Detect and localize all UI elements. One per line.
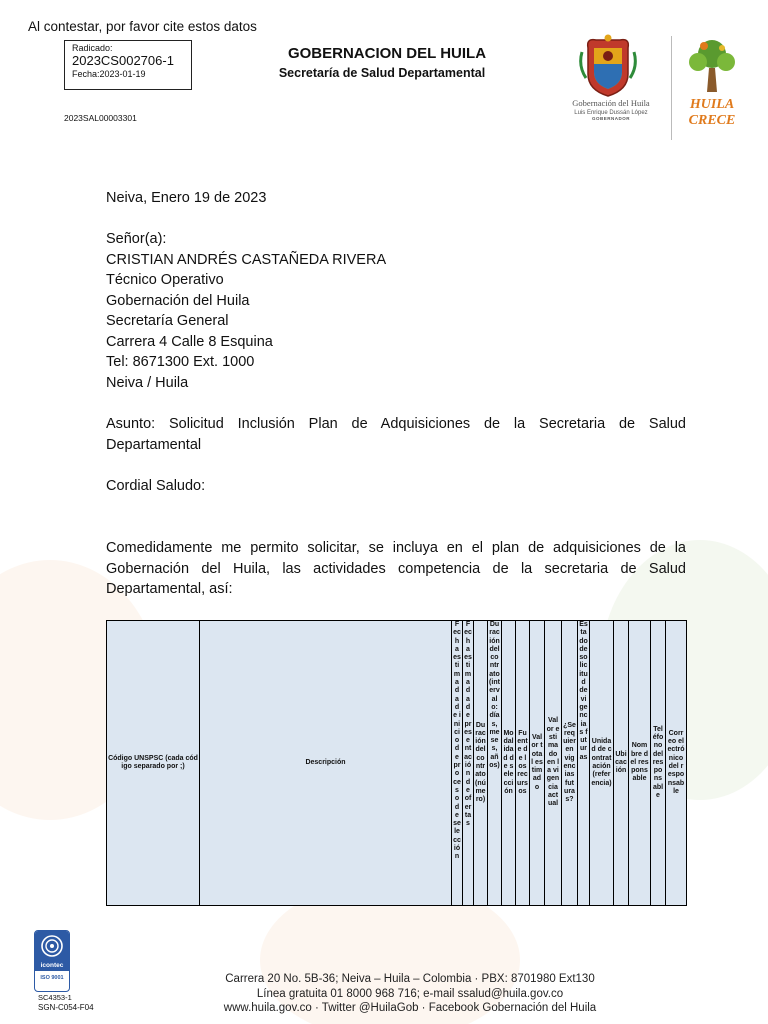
letter-greeting: Cordial Saludo: bbox=[106, 478, 206, 494]
coat-of-arms-icon bbox=[578, 34, 638, 98]
document-title: GOBERNACION DEL HUILA bbox=[287, 45, 487, 62]
recipient-block bbox=[106, 229, 386, 393]
column-header: Nombre del responsable bbox=[629, 621, 651, 906]
recipient-phone: Tel: 8671300 Ext. 1000 bbox=[106, 354, 255, 370]
logo-text-huila: HUILA bbox=[689, 97, 735, 112]
header-divider bbox=[671, 36, 672, 140]
radicado-number: 2023CS002706-1 bbox=[72, 53, 174, 68]
icontec-seal-icon bbox=[35, 931, 69, 961]
column-header: Valor estimado en la vigencia actual bbox=[545, 621, 562, 906]
coat-caption bbox=[556, 98, 666, 121]
recipient-name: CRISTIAN ANDRÉS CASTAÑEDA RIVERA bbox=[106, 251, 387, 268]
column-header: Correo electrónico del responsable bbox=[666, 621, 687, 906]
column-header: Duración del contrato (intervalo: días, meses, años) bbox=[488, 621, 502, 906]
radicado-box bbox=[64, 40, 192, 90]
iso-label: ISO 9001 bbox=[40, 975, 64, 981]
document-subtitle: Secretaría de Salud Departamental bbox=[278, 66, 486, 80]
fecha-value: 2023-01-19 bbox=[99, 69, 146, 79]
column-header: ¿Se requieren vigencias futuras? bbox=[562, 621, 578, 906]
footer-contact bbox=[160, 972, 660, 1016]
column-header: Fuente de los recursos bbox=[516, 621, 530, 906]
recipient-position: Técnico Operativo bbox=[106, 272, 224, 288]
footer-social-line: www.huila.gov.co · Twitter @HuilaGob · Facebook Gobernación del Huila bbox=[223, 1002, 597, 1014]
letter-subject: Asunto: Solicitud Inclusión Plan de Adquisiciones de la Secretaria de Salud Departamental bbox=[106, 416, 686, 453]
column-header: Valor total estimado bbox=[530, 621, 545, 906]
column-header: Código UNSPSC (cada código separado por ;) bbox=[107, 621, 200, 906]
column-header: Descripción bbox=[200, 621, 452, 906]
recipient-address: Carrera 4 Calle 8 Esquina bbox=[106, 333, 273, 350]
radicado-label: Radicado: bbox=[72, 43, 113, 53]
column-header: Unidad de contratación (referencia) bbox=[590, 621, 614, 906]
cite-instruction: Al contestar, por favor cite estos datos bbox=[28, 19, 257, 34]
column-header: Estado de solicitud de vigencias futuras bbox=[578, 621, 590, 906]
recipient-entity: Gobernación del Huila bbox=[106, 292, 250, 309]
footer-contact-line: Línea gratuita 01 8000 968 716; e-mail ssalud@huila.gov.co bbox=[256, 987, 564, 1000]
certification-code: SC4353-1 bbox=[38, 993, 72, 1002]
table-header-row bbox=[107, 621, 687, 906]
column-header: Teléfono del responsable bbox=[651, 621, 666, 906]
logo-text-crece: CRECE bbox=[688, 113, 736, 128]
fecha-label: Fecha: bbox=[72, 69, 100, 79]
radicado-date bbox=[72, 69, 184, 80]
form-code: SGN-C054-F04 bbox=[38, 1003, 94, 1012]
column-header: Fecha estimada de inicio de proceso de selección bbox=[452, 621, 463, 906]
acquisitions-table bbox=[106, 620, 687, 906]
recipient-city: Neiva / Huila bbox=[106, 374, 189, 391]
reference-code: 2023SAL00003301 bbox=[64, 113, 137, 123]
coat-caption-entity: Gobernación del Huila bbox=[572, 98, 650, 108]
icontec-name: icontec bbox=[40, 962, 64, 969]
column-header: Modalidad de selección bbox=[502, 621, 516, 906]
coat-caption-role: GOBERNADOR bbox=[591, 116, 630, 121]
coat-caption-governor: Luis Enrique Dussán López bbox=[574, 110, 648, 116]
salutation-title: Señor(a): bbox=[106, 231, 167, 247]
huila-crece-logo-icon bbox=[682, 34, 742, 130]
column-header: Duración del contrato (número) bbox=[474, 621, 488, 906]
recipient-department: Secretaría General bbox=[106, 313, 229, 329]
column-header: Ubicación bbox=[614, 621, 629, 906]
icontec-certification-badge bbox=[34, 930, 70, 992]
footer-address: Carrera 20 No. 5B-36; Neiva – Huila – Colombia · PBX: 8701980 Ext130 bbox=[225, 973, 595, 985]
letter-paragraph: Comedidamente me permito solicitar, se incluya en el plan de adquisiciones de la Gobernación del Huila, las actividades competencia de la secretaria de Salud Departamental, así: bbox=[106, 540, 686, 597]
column-header: Fecha estimada de presentación de ofertas bbox=[463, 621, 474, 906]
place-date: Neiva, Enero 19 de 2023 bbox=[106, 190, 267, 206]
